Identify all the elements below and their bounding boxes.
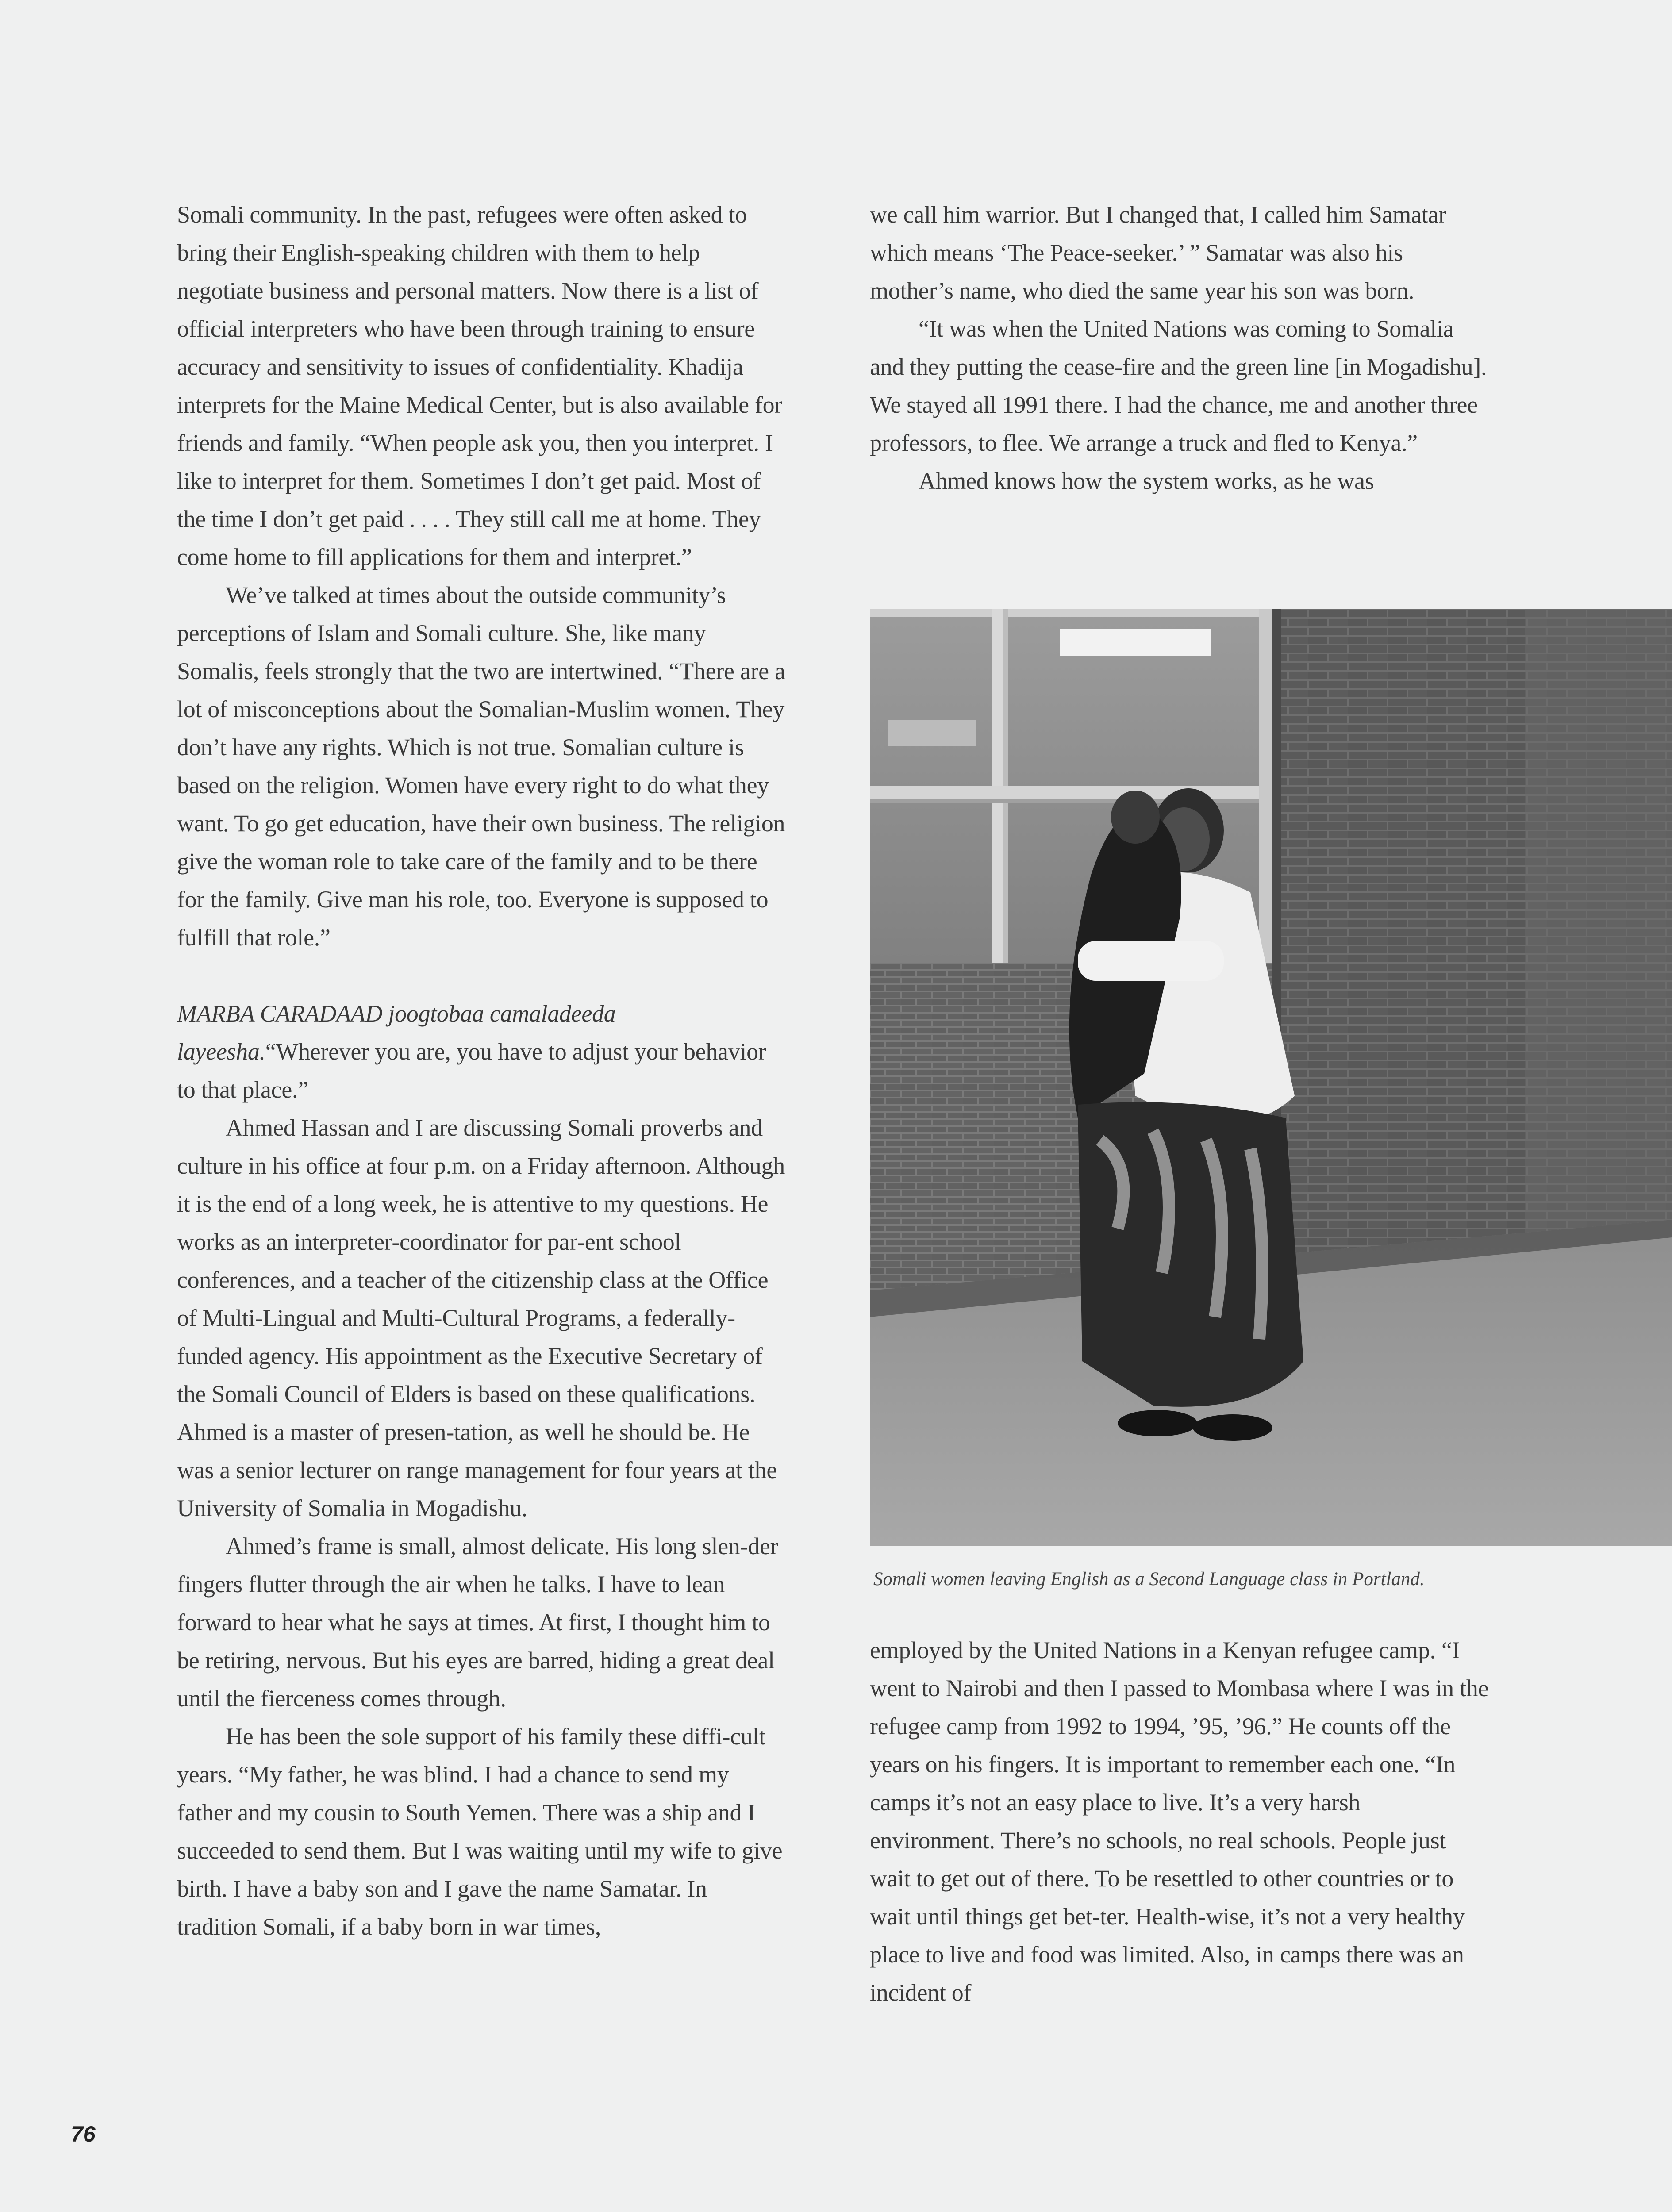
paragraph: Ahmed’s frame is small, almost delicate. His long slen-der fingers flutter through the air when he talks. I have to lean forward to hear what he says at times. At first, I thought him to be retiring, nervous. But his eyes are barred, hiding a great deal until the fierceness comes through. [177,1533,778,1712]
photo-illustration [870,609,1672,1546]
proverb-paragraph [177,995,785,1109]
right-text-column-bottom [870,1631,1489,2012]
photo-woman-carrying-child [870,609,1672,1546]
proverb-translation: “Wherever you are, you have to adjust your behavior to that place.” [177,1038,766,1103]
paragraph: “It was when the United Nations was coming to Somalia and they putting the cease-fire and the green line [in Mogadishu]. We stayed all 1991 there. I had the chance, me and another three professors, to flee. We arrange a truck and fled to Kenya.” [870,315,1487,456]
page-number: 76 [71,2122,96,2147]
paragraph: We’ve talked at times about the outside community’s perceptions of Islam and Somali culture. She, like many Somalis, feels strongly that the two are intertwined. “There are a lot of misconceptions about the Somalian-Muslim women. They don’t have any rights. Which is not true. Somalian culture is based on the religion. Women have every right to do what they want. To go get education, have their own business. The religion give the woman role to take care of the family and to be there for the family. Give man his role, too. Everyone is supposed to fulfill that role.” [177,582,785,951]
paragraph: Somali community. In the past, refugees were often asked to bring their English-speaking children with them to help negotiate business and personal matters. Now there is a list of official interpreters who have been through training to ensure accuracy and sensitivity to issues of confidentiality. Khadija interprets for the Maine Medical Center, but is also available for friends and family. “When people ask you, then you interpret. I like to interpret for them. Sometimes I don’t get paid. Most of the time I don’t get paid . . . . They still call me at home. They come home to fill applications for them and interpret.” [177,201,783,570]
paragraph: He has been the sole support of his family these diffi-cult years. “My father, he was blind. I had a chance to send my father and my cousin to South Yemen. There was a ship and I succeeded to send them. But I was waiting until my wife to give birth. I have a baby son and I gave the name Samatar. In tradition Somali, if a baby born in war times, [177,1723,783,1940]
photo-caption: Somali women leaving English as a Second Language class in Portland. [873,1569,1425,1590]
proverb-italic: MARBA CARADAAD joogtobaa camaladeeda layeesha. [177,1000,616,1065]
paragraph: employed by the United Nations in a Kenyan refugee camp. “I went to Nairobi and then I passed to Mombasa where I was in the refugee camp from 1992 to 1994, ’95, ’96.” He counts off the years on his fingers. It is important to remember each one. “In camps it’s not an easy place to live. It’s a very harsh environment. There’s no schools, no real schools. People just wait to get out of there. To be resettled to other countries or to wait until things get bet-ter. Health-wise, it’s not a very healthy place to live and food was limited. Also, in camps there was an incident of [870,1637,1489,2006]
right-text-column-top [870,196,1489,500]
paragraph: Ahmed knows how the system works, as he was [919,468,1374,494]
paragraph: we call him warrior. But I changed that, I called him Samatar which means ‘The Peace-seeker.’ ” Samatar was also his mother’s name, who died the same year his son was born. [870,201,1446,304]
paragraph: Ahmed Hassan and I are discussing Somali proverbs and culture in his office at four p.m. on a Friday afternoon. Although it is the end of a long week, he is attentive to my questions. He works as an interpreter-coordinator for par-ent school conferences, and a teacher of the citizenship class at the Office of Multi-Lingual and Multi-Cultural Programs, a federally-funded agency. His appointment as the Executive Secretary of the Somali Council of Elders is based on these qualifications. Ahmed is a master of presen-tation, as well he should be. He was a senior lecturer on range management for four years at the University of Somalia in Mogadishu. [177,1114,785,1521]
left-text-column [177,196,785,1946]
